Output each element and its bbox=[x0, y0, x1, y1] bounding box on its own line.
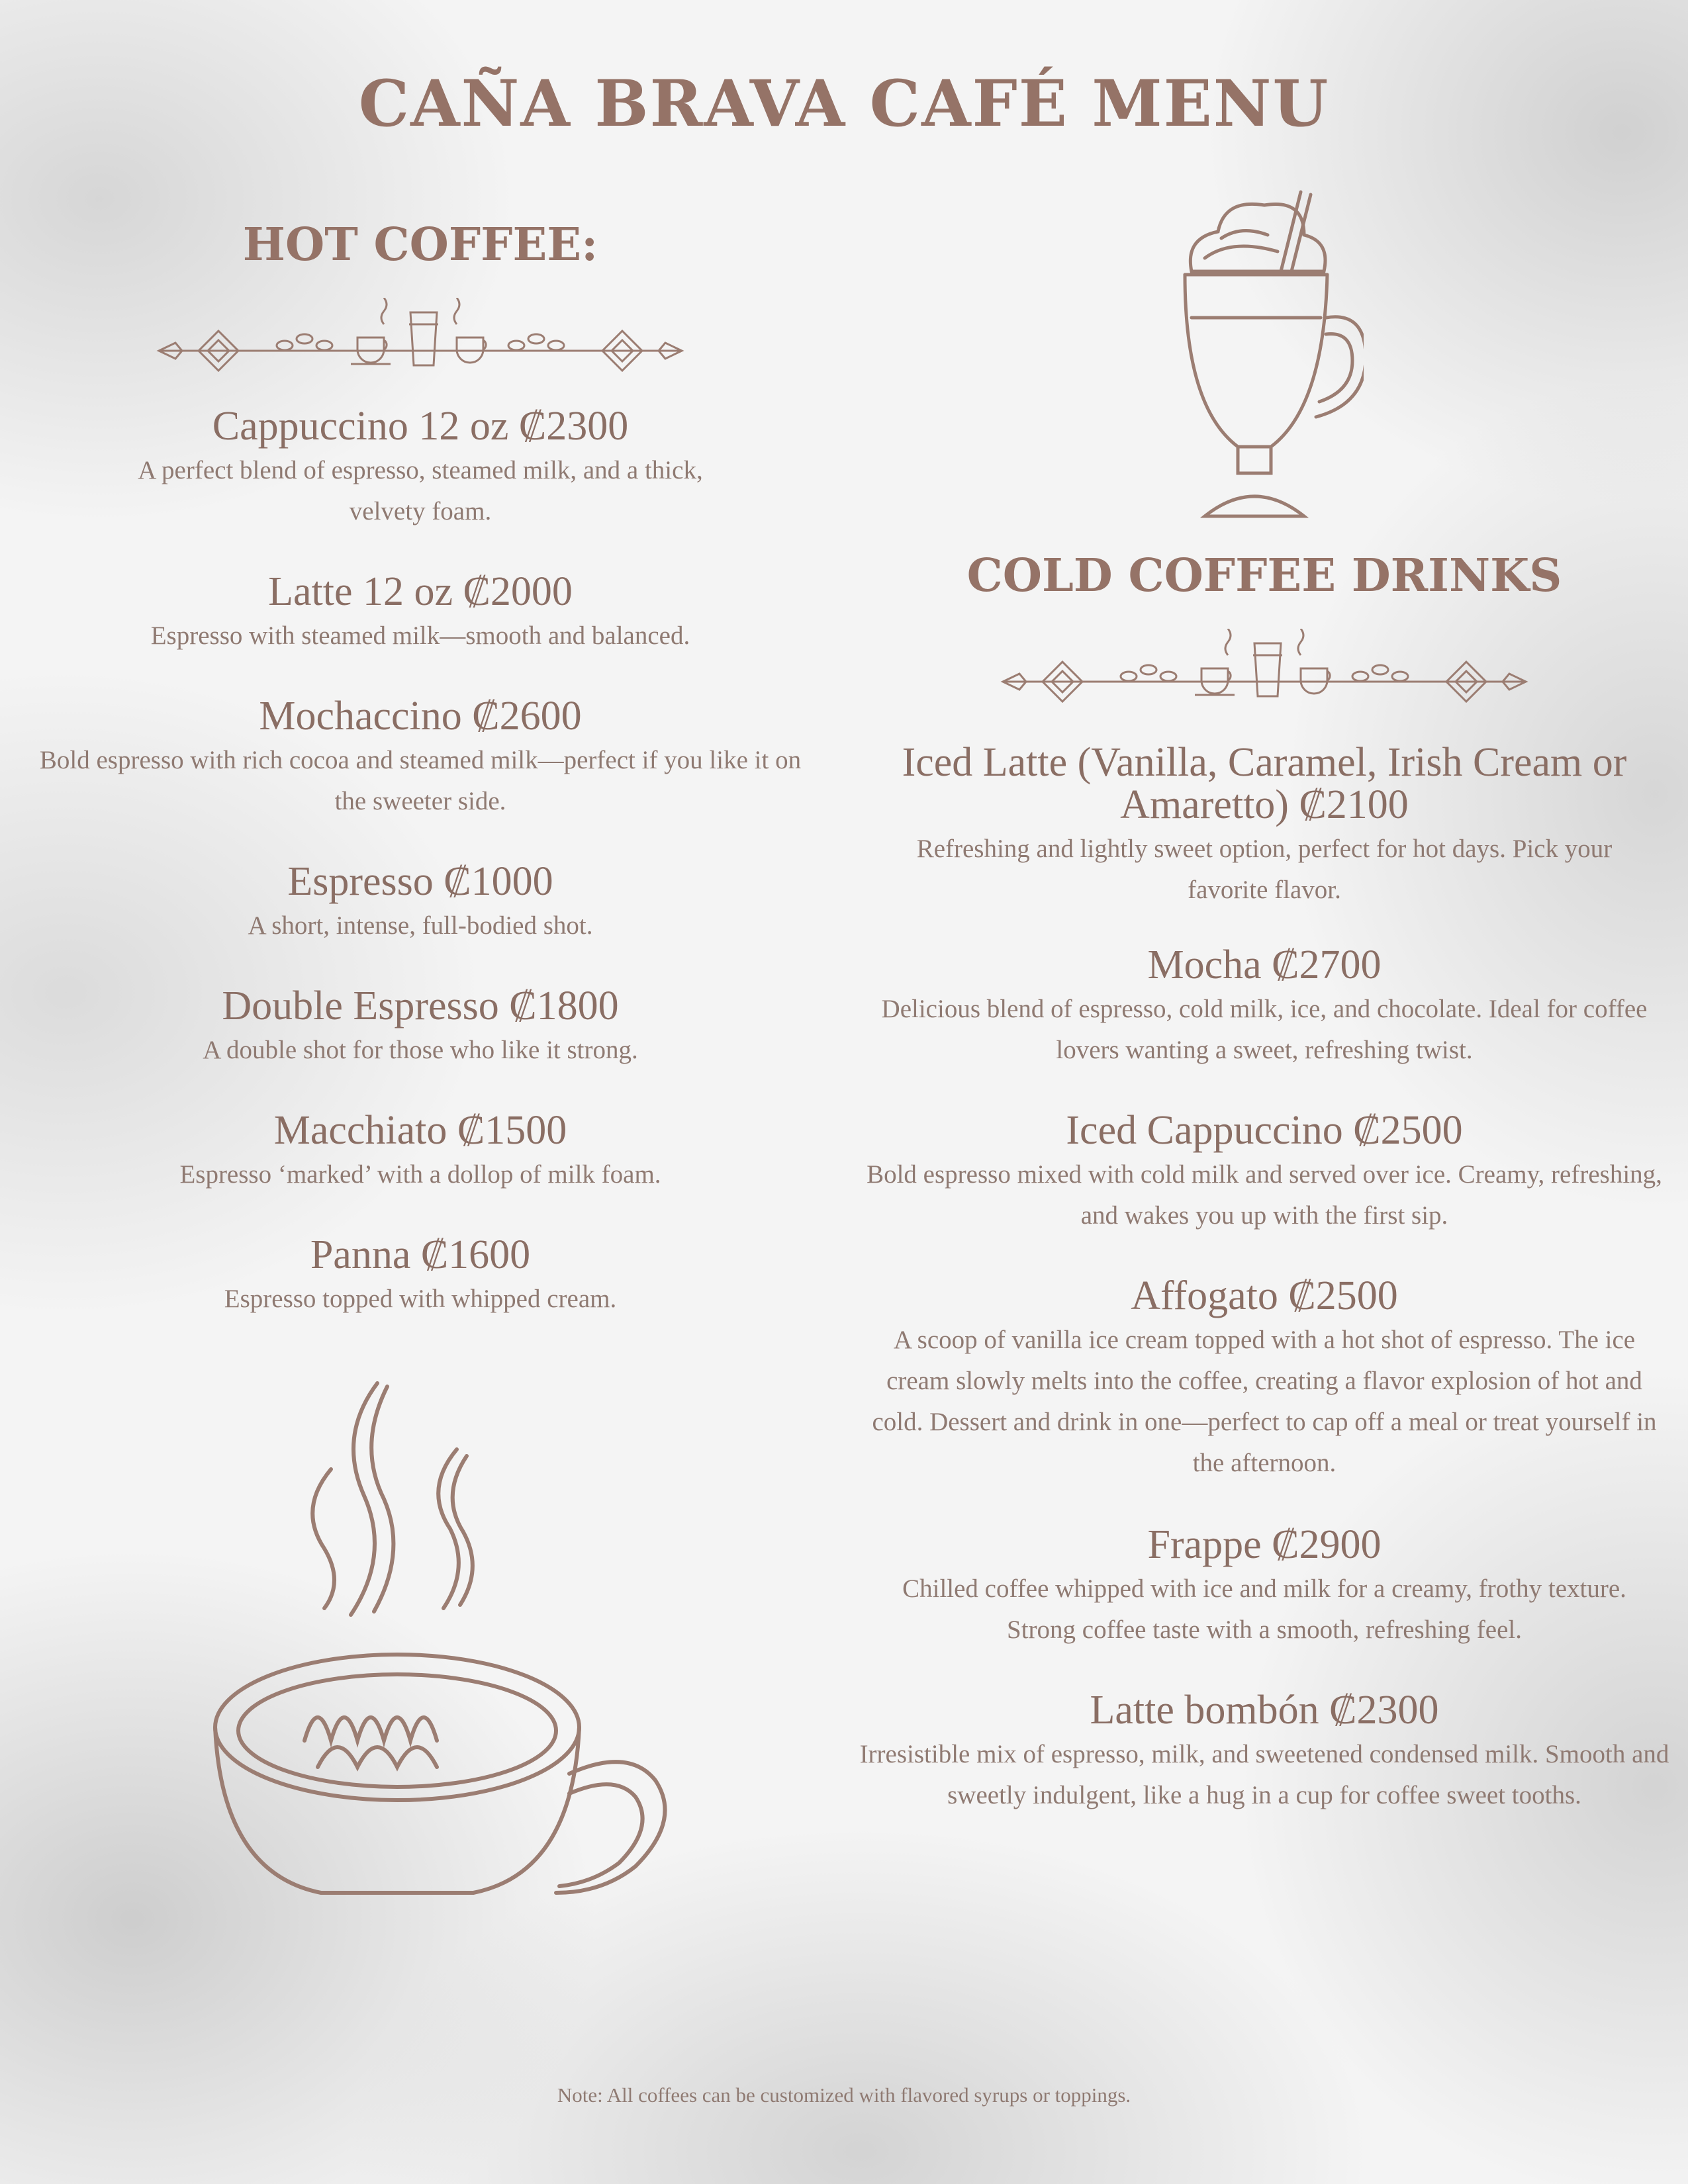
ornament-divider-icon bbox=[146, 298, 695, 377]
cold-item-1 bbox=[854, 944, 1675, 1071]
item-description: Chilled coffee whipped with ice and milk for a creamy, frothy texture. Strong coffee taste with a smooth, refreshing feel. bbox=[902, 1574, 1626, 1644]
item-description: A scoop of vanilla ice cream topped with a hot shot of espresso. The ice cream slowly melts into the coffee, creating a flavor explosion of hot and cold. Dessert and drink in one—perfect to cap off a meal or treat yourself in the afternoon. bbox=[872, 1326, 1657, 1477]
item-name: Mochaccino ₡2600 bbox=[259, 694, 582, 739]
hot-item-2 bbox=[26, 695, 814, 822]
item-description: Espresso with steamed milk—smooth and balanced. bbox=[150, 621, 690, 650]
item-name: Mocha ₡2700 bbox=[1147, 942, 1382, 987]
hot-coffee-cup-icon bbox=[199, 1370, 688, 1913]
cold-coffee-title: COLD COFFEE DRINKS bbox=[966, 549, 1562, 602]
item-name: Cappuccino 12 oz ₡2300 bbox=[212, 404, 629, 449]
cold-item-0 bbox=[854, 741, 1675, 911]
footer-note: Note: All coffees can be customized with flavored syrups or toppings. bbox=[557, 2083, 1131, 2107]
item-description: A short, intense, full-bodied shot. bbox=[248, 911, 593, 940]
item-name: Iced Cappuccino ₡2500 bbox=[1066, 1108, 1463, 1153]
item-description: Espresso ‘marked’ with a dollop of milk foam. bbox=[179, 1160, 661, 1189]
cold-item-2 bbox=[854, 1109, 1675, 1236]
item-description: Espresso topped with whipped cream. bbox=[224, 1285, 617, 1313]
item-name: Iced Latte (Vanilla, Caramel, Irish Cream or Amaretto) ₡2100 bbox=[902, 740, 1627, 827]
page-title: CAÑA BRAVA CAFÉ MENU bbox=[358, 66, 1330, 141]
item-name: Macchiato ₡1500 bbox=[273, 1108, 567, 1153]
hot-item-0 bbox=[40, 405, 801, 532]
item-name: Frappe ₡2900 bbox=[1147, 1522, 1382, 1567]
item-description: Bold espresso with rich cocoa and steamed milk—perfect if you like it on the sweeter side. bbox=[39, 746, 802, 815]
hot-item-4 bbox=[40, 985, 801, 1071]
hot-item-6 bbox=[40, 1234, 801, 1320]
ornament-divider-icon bbox=[990, 629, 1539, 708]
item-description: A perfect blend of espresso, steamed milk, and a thick, velvety foam. bbox=[138, 456, 703, 525]
item-description: Bold espresso mixed with cold milk and served over ice. Creamy, refreshing, and wakes you up with the first sip. bbox=[867, 1160, 1662, 1230]
item-name: Latte bombón ₡2300 bbox=[1090, 1688, 1439, 1733]
cold-item-5 bbox=[854, 1689, 1675, 1816]
item-description: Refreshing and lightly sweet option, perfect for hot days. Pick your favorite flavor. bbox=[916, 835, 1613, 904]
item-name: Panna ₡1600 bbox=[310, 1232, 531, 1277]
item-description: A double shot for those who like it strong. bbox=[203, 1036, 638, 1064]
cold-item-3 bbox=[854, 1275, 1675, 1484]
item-name: Espresso ₡1000 bbox=[287, 859, 553, 904]
item-name: Double Espresso ₡1800 bbox=[222, 983, 619, 1028]
item-description: Delicious blend of espresso, cold milk, ice, and chocolate. Ideal for coffee lovers wanting a sweet, refreshing twist. bbox=[881, 995, 1648, 1064]
hot-coffee-title: HOT COFFEE: bbox=[242, 218, 598, 271]
hot-item-5 bbox=[40, 1109, 801, 1195]
cold-item-4 bbox=[854, 1524, 1675, 1651]
item-name: Latte 12 oz ₡2000 bbox=[268, 569, 573, 614]
item-description: Irresistible mix of espresso, milk, and sweetened condensed milk. Smooth and sweetly indulgent, like a hug in a cup for coffee sweet tooths. bbox=[859, 1740, 1669, 1809]
item-name: Affogato ₡2500 bbox=[1131, 1273, 1398, 1318]
hot-item-1 bbox=[40, 570, 801, 657]
irish-coffee-glass-icon bbox=[1165, 185, 1364, 529]
hot-item-3 bbox=[40, 860, 801, 946]
